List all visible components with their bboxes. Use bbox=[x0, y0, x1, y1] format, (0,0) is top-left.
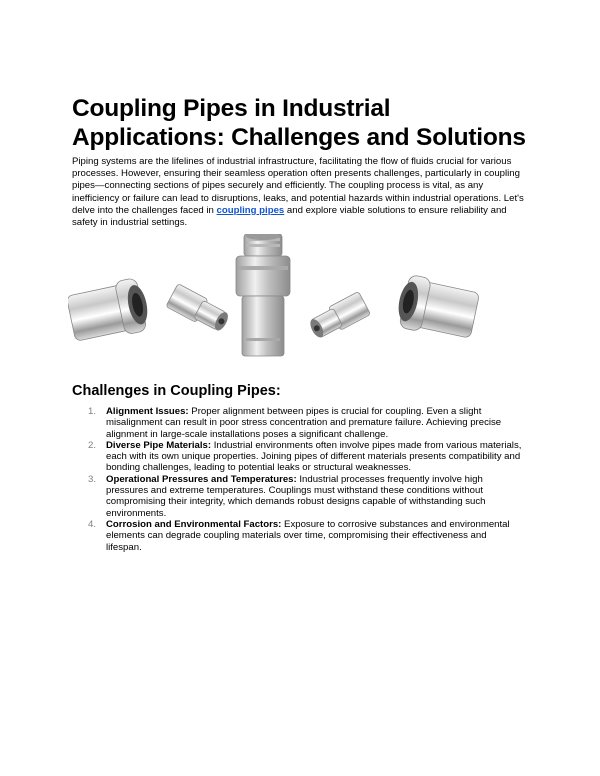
list-item-head: Alignment Issues: bbox=[106, 406, 189, 417]
list-item bbox=[88, 439, 524, 474]
list-item-text: Industrial processes frequently involve high pressures and extreme temperatures. Couplings must withstand these conditions without compromising their integrity, which demands robust designs capable of withstanding such environments. bbox=[106, 473, 486, 519]
list-item-text: Proper alignment between pipes is crucial for coupling. Even a slight misalignment can result in poor stress concentration and premature failure. Achieving precise alignment in large-scale installations poses a significant challenge. bbox=[106, 406, 502, 440]
coupling-product-image bbox=[68, 234, 538, 358]
intro-text-before: Piping systems are the lifelines of industrial infrastructure, facilitating the flow of fluids crucial for various processes. However, ensuring their seamless operation often presents challenges, particularly in coupling pipes—connecting sections of pipes securely and efficiently. The coupling process is vital, as any inefficiency or failure can lead to disruptions, leaks, and potential hazards within industrial operations. Let's delve into the challenges faced in bbox=[72, 156, 524, 216]
page-title: Coupling Pipes in Industrial Applications: Challenges and Solutions bbox=[72, 95, 526, 151]
section-heading: Challenges in Coupling Pipes: bbox=[72, 383, 281, 399]
male-plug-left bbox=[166, 284, 232, 336]
list-item-head: Operational Pressures and Temperatures: bbox=[106, 473, 297, 485]
coupler-center bbox=[236, 234, 290, 356]
list-number: 2. bbox=[88, 439, 97, 451]
female-coupler-right bbox=[394, 273, 481, 342]
female-coupler-left bbox=[68, 276, 152, 345]
list-item-head: Diverse Pipe Materials: bbox=[106, 439, 212, 451]
list-item-head: Corrosion and Environmental Factors: bbox=[106, 518, 282, 530]
list-number: 1. bbox=[88, 406, 97, 417]
challenges-list bbox=[72, 406, 524, 553]
list-item-text: Exposure to corrosive substances and environmental elements can degrade coupling materials over time, compromising their effectiveness and lifespan. bbox=[106, 518, 510, 553]
list-item bbox=[88, 473, 524, 519]
intro-paragraph bbox=[72, 156, 528, 229]
coupling-pipes-link[interactable]: coupling pipes bbox=[216, 204, 285, 216]
list-number: 3. bbox=[88, 473, 97, 485]
list-item bbox=[88, 518, 524, 553]
list-item bbox=[88, 406, 524, 440]
list-number: 4. bbox=[88, 518, 97, 530]
male-plug-right bbox=[306, 291, 370, 342]
intro-text-after: and explore viable solutions to ensure reliability and safety in industrial settings. bbox=[72, 204, 507, 229]
list-item-text: Industrial environments often involve pipes made from various materials, each with its own unique properties. Joining pipes of different materials presents compatibility and bonding challenges, leading to potential leaks or structural weaknesses. bbox=[106, 439, 522, 474]
